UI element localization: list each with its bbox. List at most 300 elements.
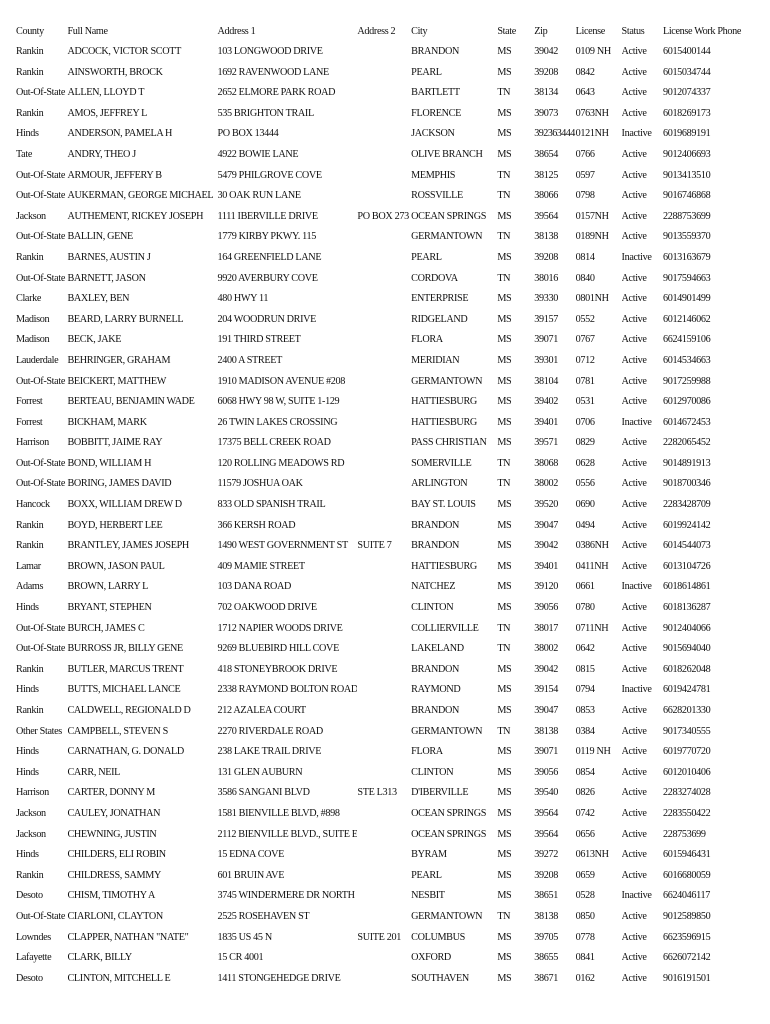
county-cell: Rankin [16,519,44,531]
phone-cell: 9015694040 [662,643,711,655]
address-1-cell: 1692 RAVENWOOD LANE [217,66,329,78]
table-row [16,83,766,104]
state-cell: TN [497,231,511,243]
address-2-cell [357,83,411,104]
address-2-cell [357,474,411,495]
phone-cell: 6019770720 [662,746,711,758]
full-name-cell: BRYANT, STEPHEN [67,602,152,614]
state-cell: MS [497,869,512,881]
header-full-name: Full Name [67,26,108,37]
address-2-cell [357,433,411,454]
city-cell: PEARL [411,251,442,263]
phone-cell: 9017594663 [662,272,711,284]
zip-cell: 39056 [534,766,558,778]
state-cell: MS [497,416,512,428]
status-cell: Active [621,272,647,284]
county-cell: Madison [16,334,50,346]
address-1-cell: 164 GREENFIELD LANE [217,251,322,263]
license-cell: 0767 [575,334,595,346]
header-license-work-phone: License Work Phone [662,26,742,37]
address-1-cell: 1835 US 45 N [217,931,272,943]
status-cell: Active [621,190,647,202]
phone-cell: 9012406693 [662,148,711,160]
address-1-cell: 4922 BOWIE LANE [217,148,299,160]
phone-cell: 6019689191 [662,128,711,140]
full-name-cell: ANDERSON, PAMELA H [67,128,173,140]
full-name-cell: BUTLER, MARCUS TRENT [67,663,184,675]
table-row [16,619,766,640]
table-row [16,557,766,578]
table-row [16,701,766,722]
zip-cell: 392363444 [534,128,575,140]
state-cell: TN [497,643,511,655]
county-cell: Forrest [16,416,43,428]
zip-cell: 38016 [534,272,558,284]
full-name-cell: BOBBITT, JAIME RAY [67,437,163,449]
phone-cell: 6624046117 [662,890,711,902]
address-1-cell: 17375 BELL CREEK ROAD [217,437,331,449]
city-cell: RAYMOND [411,684,461,696]
state-cell: TN [497,725,511,737]
phone-cell: 228753699 [662,828,706,840]
address-1-cell: 1490 WEST GOVERNMENT ST [217,540,348,552]
status-cell: Active [621,499,647,511]
address-1-cell: 833 OLD SPANISH TRAIL [217,499,326,511]
table-row [16,413,766,434]
phone-cell: 9013413510 [662,169,711,181]
status-cell: Active [621,807,647,819]
city-cell: SOMERVILLE [411,457,472,469]
status-cell: Active [621,66,647,78]
license-cell: 0842 [575,66,595,78]
table-row [16,145,766,166]
license-cell: 0119 NH [575,746,611,758]
license-cell: 0798 [575,190,595,202]
address-1-cell: 2652 ELMORE PARK ROAD [217,87,336,99]
full-name-cell: BURROSS JR, BILLY GENE [67,643,183,655]
address-2-cell [357,577,411,598]
phone-cell: 6014672453 [662,416,711,428]
zip-cell: 38671 [534,972,558,984]
full-name-cell: AMOS, JEFFREY L [67,107,148,119]
address-2-cell [357,619,411,640]
roster-rows [16,42,766,989]
county-cell: Out-Of-State [16,457,65,469]
table-row [16,907,766,928]
status-cell: Active [621,849,647,861]
address-2-cell [357,804,411,825]
status-cell: Active [621,231,647,243]
zip-cell: 39401 [534,416,558,428]
county-cell: Hinds [16,746,39,758]
state-cell: MS [497,952,512,964]
full-name-cell: BARNETT, JASON [67,272,146,284]
county-cell: Madison [16,313,50,325]
state-cell: MS [497,396,512,408]
table-row [16,495,766,516]
zip-cell: 39571 [534,437,558,449]
address-2-cell [357,763,411,784]
status-cell: Active [621,293,647,305]
city-cell: JACKSON [411,128,455,140]
county-cell: Hinds [16,849,39,861]
phone-cell: 9018700346 [662,478,711,490]
phone-cell: 6019424781 [662,684,711,696]
county-cell: Rankin [16,46,44,57]
county-cell: Out-Of-State [16,272,65,284]
status-cell: Inactive [621,581,652,593]
county-cell: Jackson [16,210,46,222]
city-cell: OXFORD [411,952,451,964]
state-cell: MS [497,251,512,263]
address-1-cell: PO BOX 13444 [217,128,279,140]
license-cell: 0643 [575,87,595,99]
county-cell: Rankin [16,251,44,263]
status-cell: Active [621,869,647,881]
license-cell: 0690 [575,499,595,511]
status-cell: Active [621,725,647,737]
zip-cell: 39402 [534,396,558,408]
city-cell: FLORA [411,746,443,758]
table-row [16,104,766,125]
address-1-cell: 15 CR 4001 [217,952,264,964]
phone-cell: 6623596915 [662,931,711,943]
county-cell: Out-Of-State [16,87,65,99]
address-1-cell: 3745 WINDERMERE DR NORTH [217,890,355,902]
phone-cell: 9012589850 [662,910,711,922]
status-cell: Inactive [621,684,652,696]
county-cell: Jackson [16,807,46,819]
status-cell: Active [621,457,647,469]
zip-cell: 38125 [534,169,558,181]
zip-cell: 39047 [534,705,558,716]
phone-cell: 6014544073 [662,540,711,552]
city-cell: BRANDON [411,519,460,531]
status-cell: Active [621,643,647,655]
full-name-cell: BEHRINGER, GRAHAM [67,354,171,366]
full-name-cell: CLINTON, MITCHELL E [67,972,171,984]
phone-cell: 9013559370 [662,231,711,243]
city-cell: GERMANTOWN [411,231,483,243]
state-cell: MS [497,807,512,819]
license-cell: 0854 [575,766,595,778]
full-name-cell: CLAPPER, NATHAN "NATE" [67,931,189,943]
zip-cell: 39154 [534,684,558,696]
status-cell: Active [621,107,647,119]
table-row [16,886,766,907]
zip-cell: 38017 [534,622,558,634]
city-cell: BRANDON [411,663,460,675]
table-row [16,763,766,784]
state-cell: MS [497,66,512,78]
full-name-cell: CIARLONI, CLAYTON [67,910,163,922]
address-2-cell [357,42,411,63]
zip-cell: 39042 [534,663,558,675]
table-row [16,166,766,187]
address-2-cell [357,948,411,969]
city-cell: NATCHEZ [411,581,456,593]
phone-cell: 2283550422 [662,807,711,819]
full-name-cell: CARNATHAN, G. DONALD [67,746,184,758]
phone-cell: 6015400144 [662,46,711,57]
state-cell: MS [497,107,512,119]
license-cell: 0801NH [575,293,609,305]
full-name-cell: CHILDRESS, SAMMY [67,869,161,881]
address-1-cell: 238 LAKE TRAIL DRIVE [217,746,322,758]
address-1-cell: 204 WOODRUN DRIVE [217,313,317,325]
status-cell: Active [621,148,647,160]
phone-cell: 6014534663 [662,354,711,366]
table-row [16,248,766,269]
phone-cell: 6018614861 [662,581,711,593]
county-cell: Hancock [16,499,50,511]
zip-cell: 39071 [534,746,558,758]
address-2-cell [357,639,411,660]
address-2-cell [357,825,411,846]
county-cell: Out-Of-State [16,231,65,243]
table-row [16,207,766,228]
header-license: License [575,26,605,37]
full-name-cell: CARTER, DONNY M [67,787,155,799]
county-cell: Out-Of-State [16,910,65,922]
zip-cell: 38138 [534,231,558,243]
phone-cell: 6019924142 [662,519,711,531]
status-cell: Active [621,952,647,964]
full-name-cell: AINSWORTH, BROCK [67,66,163,78]
table-row [16,42,766,63]
county-cell: Hinds [16,766,39,778]
city-cell: PASS CHRISTIAN [411,437,487,449]
zip-cell: 39564 [534,828,558,840]
license-cell: 0712 [575,354,595,366]
address-1-cell: 2400 A STREET [217,354,282,366]
county-cell: Rankin [16,540,44,552]
county-cell: Out-Of-State [16,169,65,181]
status-cell: Active [621,910,647,922]
table-row [16,516,766,537]
address-2-cell [357,248,411,269]
county-cell: Hinds [16,684,39,696]
zip-cell: 39042 [534,46,558,57]
phone-cell: 6012146062 [662,313,711,325]
state-cell: MS [497,560,512,572]
table-row [16,269,766,290]
zip-cell: 38104 [534,375,558,387]
header-county: County [16,26,44,37]
status-cell: Inactive [621,416,652,428]
status-cell: Active [621,828,647,840]
license-cell: 0778 [575,931,595,943]
header-city: City [411,26,428,37]
table-row [16,310,766,331]
address-2-cell [357,310,411,331]
full-name-cell: CARR, NEIL [67,766,121,778]
county-cell: Forrest [16,396,43,408]
license-cell: 0552 [575,313,595,325]
county-cell: Rankin [16,66,44,78]
address-2-cell [357,289,411,310]
city-cell: NESBIT [411,890,445,902]
zip-cell: 39272 [534,849,558,861]
full-name-cell: BAXLEY, BEN [67,293,130,305]
address-2-cell [357,598,411,619]
zip-cell: 39705 [534,931,558,943]
zip-cell: 39073 [534,107,558,119]
status-cell: Active [621,766,647,778]
state-cell: TN [497,622,511,634]
license-cell: 0157NH [575,210,609,222]
license-cell: 0121NH [575,128,609,140]
table-row [16,598,766,619]
zip-cell: 39157 [534,313,558,325]
phone-cell: 6015946431 [662,849,711,861]
zip-cell: 39120 [534,581,558,593]
state-cell: MS [497,354,512,366]
address-1-cell: 418 STONEYBROOK DRIVE [217,663,338,675]
status-cell: Active [621,602,647,614]
address-1-cell: 2270 RIVERDALE ROAD [217,725,323,737]
city-cell: OCEAN SPRINGS [411,210,487,222]
county-cell: Hinds [16,602,39,614]
address-2-cell [357,845,411,866]
county-cell: Adams [16,581,44,593]
address-2-cell [357,227,411,248]
full-name-cell: BECK, JAKE [67,334,122,346]
address-1-cell: 9269 BLUEBIRD HILL COVE [217,643,339,655]
address-2-cell [357,557,411,578]
zip-cell: 39208 [534,251,558,263]
full-name-cell: ANDRY, THEO J [67,148,136,160]
address-2-cell [357,63,411,84]
phone-cell: 9016191501 [662,972,711,984]
table-row [16,825,766,846]
address-2-cell [357,372,411,393]
address-2-cell [357,907,411,928]
zip-cell: 38651 [534,890,558,902]
status-cell: Active [621,437,647,449]
phone-cell: 6012010406 [662,766,711,778]
license-cell: 0766 [575,148,595,160]
state-cell: TN [497,272,511,284]
phone-cell: 9017259988 [662,375,711,387]
phone-cell: 6624159106 [662,334,711,346]
status-cell: Active [621,375,647,387]
address-1-cell: 2525 ROSEHAVEN ST [217,910,310,922]
state-cell: TN [497,190,511,202]
city-cell: D'IBERVILLE [411,787,469,799]
state-cell: MS [497,684,512,696]
phone-cell: 9012074337 [662,87,711,99]
full-name-cell: BROWN, LARRY L [67,581,148,593]
address-1-cell: 131 GLEN AUBURN [217,766,303,778]
table-row [16,660,766,681]
address-1-cell: 480 HWY 11 [217,293,269,305]
phone-cell: 6013163679 [662,251,711,263]
license-cell: 0780 [575,602,595,614]
license-cell: 0794 [575,684,595,696]
zip-cell: 39208 [534,869,558,881]
zip-cell: 38138 [534,910,558,922]
address-1-cell: 366 KERSH ROAD [217,519,296,531]
address-2-cell [357,351,411,372]
county-cell: Out-Of-State [16,375,65,387]
table-row [16,227,766,248]
license-cell: 0829 [575,437,595,449]
table-row [16,722,766,743]
table-row [16,63,766,84]
address-2-cell [357,145,411,166]
city-cell: HATTIESBURG [411,396,477,408]
address-1-cell: 103 DANA ROAD [217,581,292,593]
city-cell: HATTIESBURG [411,416,477,428]
zip-cell: 39564 [534,210,558,222]
header-row [16,22,766,42]
state-cell: TN [497,169,511,181]
county-cell: Harrison [16,437,49,449]
license-cell: 0411NH [575,560,609,572]
county-cell: Lamar [16,560,41,572]
zip-cell: 39056 [534,602,558,614]
header-address-2: Address 2 [357,26,396,37]
zip-cell: 39071 [534,334,558,346]
status-cell: Active [621,87,647,99]
table-row [16,351,766,372]
status-cell: Inactive [621,251,652,263]
state-cell: MS [497,787,512,799]
phone-cell: 9012404066 [662,622,711,634]
status-cell: Active [621,560,647,572]
table-row [16,372,766,393]
state-cell: MS [497,519,512,531]
license-cell: 0613NH [575,849,609,861]
zip-cell: 38134 [534,87,558,99]
full-name-cell: BURCH, JAMES C [67,622,145,634]
zip-cell: 39047 [534,519,558,531]
state-cell: MS [497,499,512,511]
address-1-cell: 191 THIRD STREET [217,334,301,346]
address-2-cell [357,516,411,537]
status-cell: Active [621,663,647,675]
address-2-cell [357,969,411,990]
address-2-cell [357,186,411,207]
county-cell: Hinds [16,128,39,140]
license-cell: 0826 [575,787,595,799]
county-cell: Out-Of-State [16,478,65,490]
address-1-cell: 15 EDNA COVE [217,849,285,861]
address-2-cell [357,454,411,475]
address-2-cell [357,413,411,434]
full-name-cell: AUTHEMENT, RICKEY JOSEPH [67,210,204,222]
county-cell: Jackson [16,828,46,840]
county-cell: Clarke [16,293,42,305]
address-1-cell: 2338 RAYMOND BOLTON ROAD [217,684,358,696]
phone-cell: 6626072142 [662,952,711,964]
address-1-cell: 1779 KIRBY PKWY. 115 [217,231,316,243]
license-cell: 0109 NH [575,46,611,57]
license-cell: 0781 [575,375,595,387]
address-1-cell: 9920 AVERBURY COVE [217,272,318,284]
address-2-cell [357,392,411,413]
full-name-cell: BUTTS, MICHAEL LANCE [67,684,181,696]
full-name-cell: BOXX, WILLIAM DREW D [67,499,182,511]
zip-cell: 39401 [534,560,558,572]
address-2-cell: SUITE 7 [357,540,392,552]
license-cell: 0642 [575,643,595,655]
full-name-cell: BICKHAM, MARK [67,416,147,428]
phone-cell: 9017340555 [662,725,711,737]
state-cell: TN [497,457,511,469]
address-1-cell: 1111 IBERVILLE DRIVE [217,210,318,222]
